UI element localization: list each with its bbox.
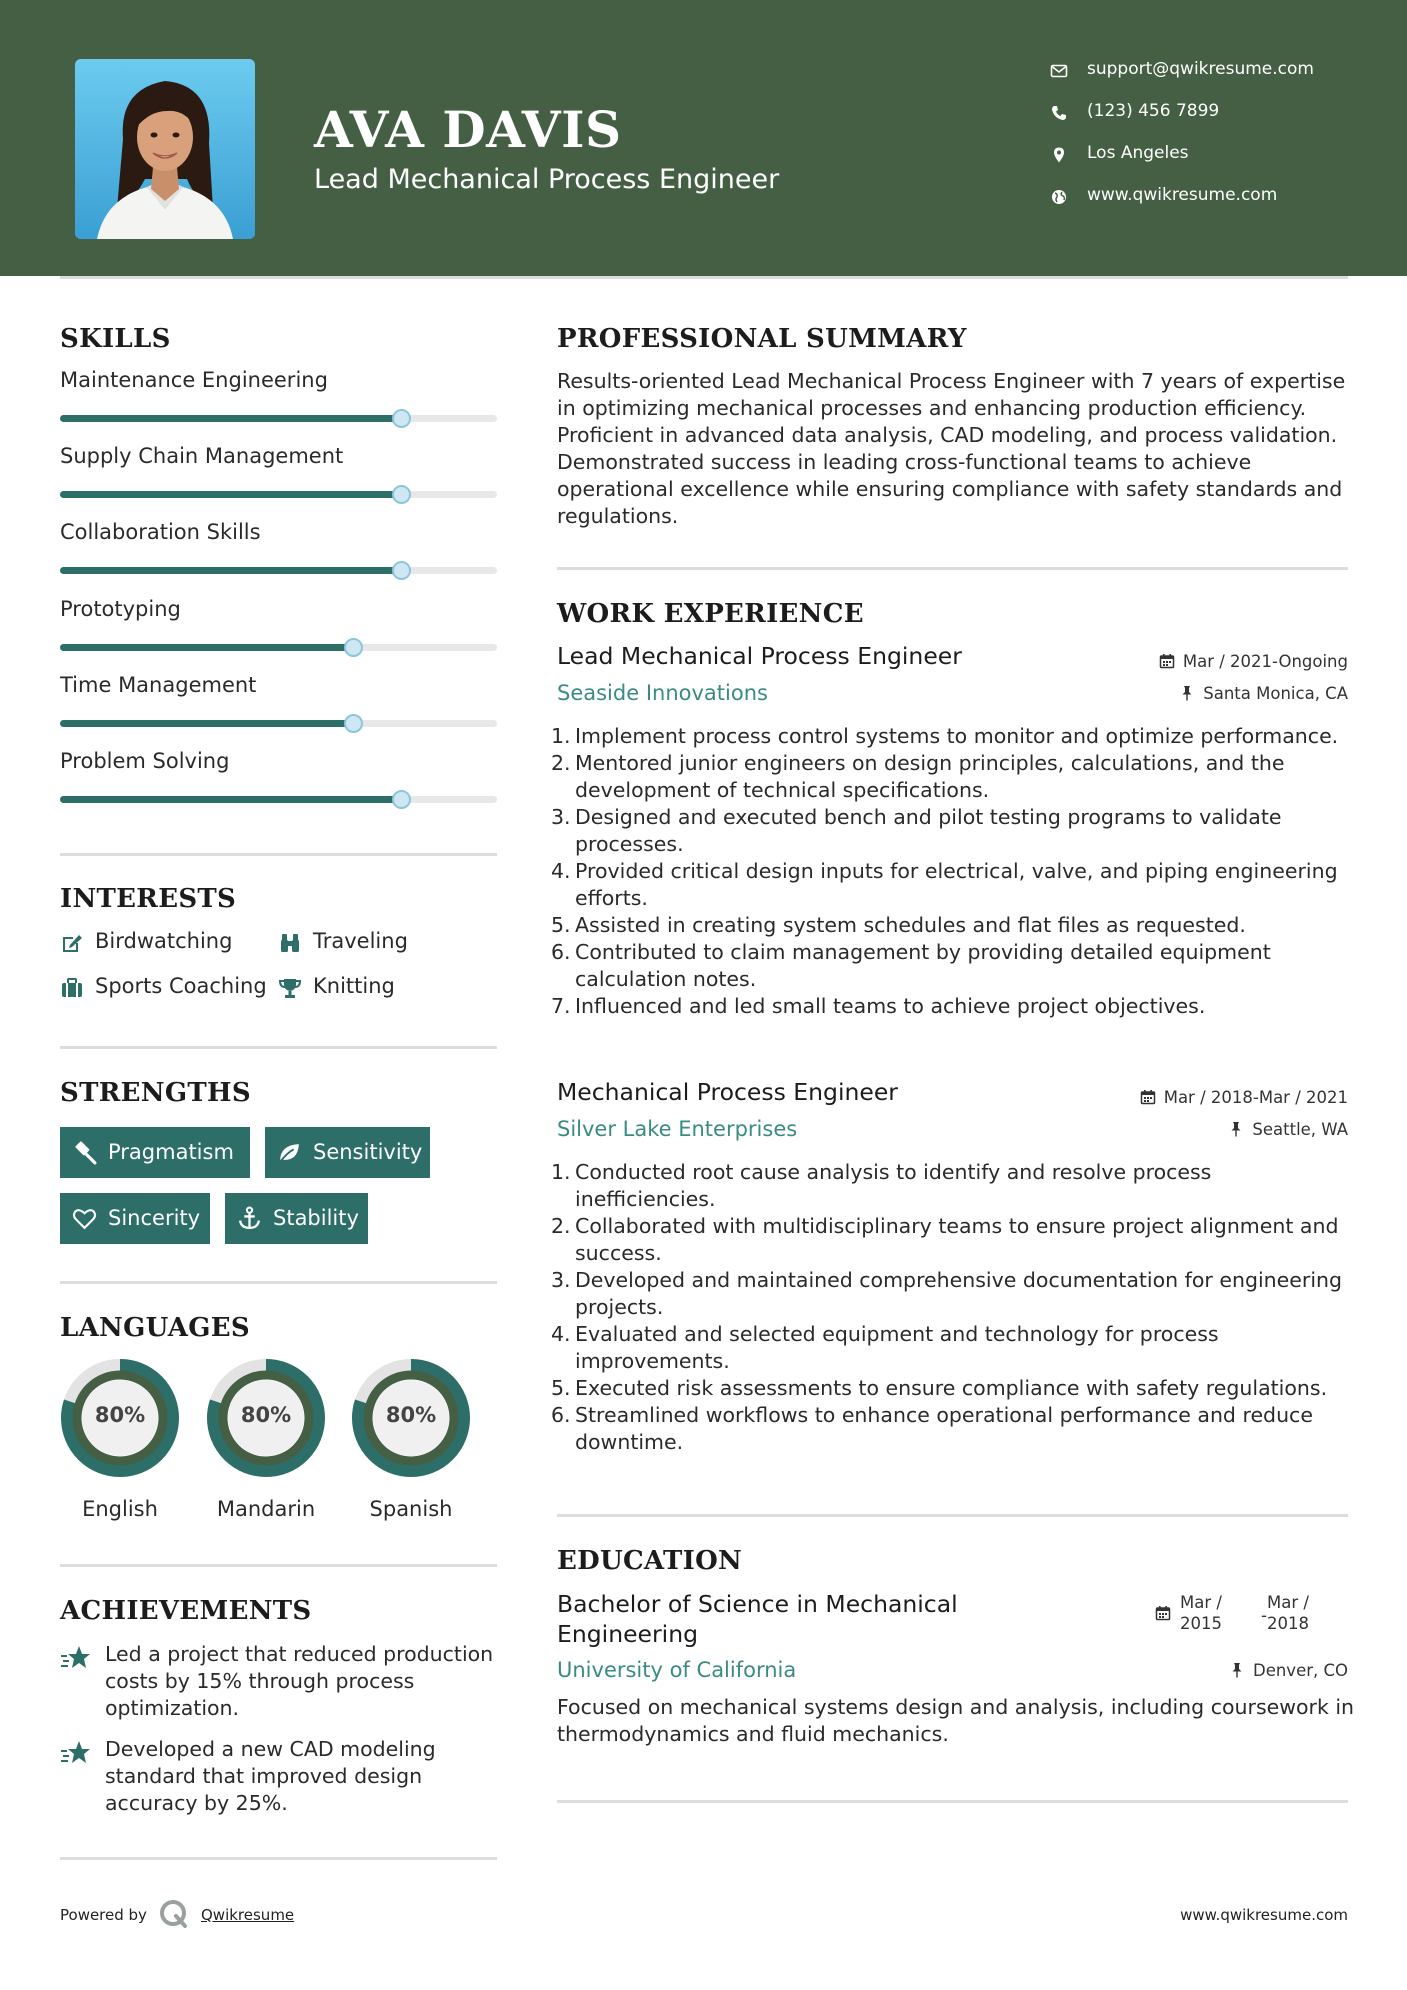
star-award-icon [60, 1739, 92, 1767]
phone-icon [1050, 104, 1068, 122]
interests-heading: INTERESTS [60, 884, 237, 914]
skill-item [60, 673, 497, 743]
map-pin-icon [1050, 146, 1068, 164]
skill-fill [60, 415, 401, 422]
job-location-text: Santa Monica, CA [1203, 684, 1348, 703]
section-divider [60, 1857, 497, 1860]
edu-end-year: 2018 [1267, 1614, 1309, 1633]
job-bullet: Collaborated with multidisciplinary teams to ensure project alignment and success. [575, 1214, 1339, 1265]
skill-track [60, 491, 497, 498]
achievement-text: Developed a new CAD modeling standard that improved design accuracy by 25%. [105, 1737, 436, 1815]
strength-label: Stability [273, 1206, 359, 1230]
skill-name: Supply Chain Management [60, 444, 344, 468]
skill-name: Maintenance Engineering [60, 368, 328, 392]
job-bullet: Mentored junior engineers on design principles, calculations, and the development of technical specifications. [575, 751, 1285, 802]
education-dates [1155, 1593, 1315, 1637]
strength-badge [60, 1193, 210, 1244]
education-description: Focused on mechanical systems design and analysis, including coursework in thermodynamics and fluid mechanics. [557, 1695, 1355, 1746]
portrait-illustration [75, 59, 255, 239]
job-bullet: Evaluated and selected equipment and technology for process improvements. [575, 1322, 1219, 1373]
achievements-heading: ACHIEVEMENTS [60, 1596, 312, 1626]
section-divider [557, 1800, 1348, 1803]
company-name: Silver Lake Enterprises [557, 1117, 798, 1141]
trophy-icon [278, 976, 302, 1000]
edu-date-separator: - [1261, 1606, 1267, 1625]
language-name: Spanish [369, 1497, 453, 1521]
job-bullet: Assisted in creating system schedules and flat files as requested. [575, 913, 1246, 937]
skills-heading: SKILLS [60, 324, 171, 354]
company-name: Seaside Innovations [557, 681, 768, 705]
job-bullet: Executed risk assessments to ensure compliance with safety regulations. [575, 1376, 1328, 1400]
degree-line-1: Bachelor of Science in Mechanical [557, 1590, 958, 1618]
pushpin-icon [1179, 685, 1195, 701]
globe-icon [1050, 188, 1068, 206]
achievement-text: Led a project that reduced production costs by 15% through process optimization. [105, 1642, 494, 1720]
profile-photo [75, 59, 255, 239]
strength-label: Pragmatism [108, 1140, 234, 1164]
contact-location-text: Los Angeles [1087, 143, 1189, 163]
resume-header [0, 0, 1407, 276]
strength-badge [60, 1127, 250, 1178]
edu-end-month: Mar / [1267, 1593, 1309, 1612]
edu-start-month: Mar / [1180, 1593, 1222, 1612]
degree-line-2: Engineering [557, 1620, 698, 1648]
skill-name: Collaboration Skills [60, 520, 261, 544]
leaf-icon [277, 1140, 302, 1165]
interest-label: Sports Coaching [95, 974, 267, 998]
skill-item [60, 444, 497, 514]
language-percent: 80% [240, 1403, 292, 1427]
job-bullet: Influenced and led small teams to achieve project objectives. [575, 994, 1206, 1018]
interest-label: Traveling [313, 929, 408, 953]
job-location-text: Seattle, WA [1252, 1120, 1348, 1139]
calendar-icon [1155, 1605, 1171, 1621]
skill-item [60, 597, 497, 667]
section-divider [60, 853, 497, 856]
strengths-heading: STRENGTHS [60, 1078, 251, 1108]
skill-track [60, 796, 497, 803]
skill-item [60, 520, 497, 590]
star-award-icon [60, 1644, 92, 1672]
job-bullet: Provided critical design inputs for electrical, valve, and piping engineering efforts. [575, 859, 1338, 910]
edu-start-year: 2015 [1180, 1614, 1222, 1633]
skill-track [60, 720, 497, 727]
skill-name: Time Management [60, 673, 257, 697]
school-name: University of California [557, 1658, 797, 1682]
strength-badge [265, 1127, 430, 1178]
job-location [1179, 684, 1348, 706]
language-percent: 80% [385, 1403, 437, 1427]
education-heading: EDUCATION [557, 1546, 743, 1576]
section-divider [60, 1046, 497, 1049]
skill-fill [60, 796, 401, 803]
binoculars-icon [278, 931, 302, 955]
pushpin-icon [1228, 1121, 1244, 1137]
skill-track [60, 415, 497, 422]
strength-label: Sensitivity [313, 1140, 423, 1164]
job-location [1228, 1120, 1348, 1142]
contact-email-text: support@qwikresume.com [1087, 59, 1314, 79]
language-percent: 80% [94, 1403, 146, 1427]
language-name: Mandarin [216, 1497, 316, 1521]
job-dates-text: Mar / 2018-Mar / 2021 [1163, 1088, 1348, 1107]
job-dates [1140, 1088, 1348, 1110]
skill-track [60, 567, 497, 574]
job-bullet: Streamlined workflows to enhance operational performance and reduce downtime. [575, 1403, 1313, 1454]
powered-by-text: Powered by [60, 1906, 147, 1924]
contact-phone-text: (123) 456 7899 [1087, 101, 1220, 121]
education-location [1229, 1661, 1348, 1683]
footer-website[interactable]: www.qwikresume.com [1180, 1906, 1348, 1924]
candidate-name: AVA DAVIS [314, 100, 622, 159]
job-title: Lead Mechanical Process Engineer [557, 642, 962, 670]
pencil-square-icon [60, 931, 84, 955]
skill-knob [392, 409, 411, 428]
summary-heading: PROFESSIONAL SUMMARY [557, 324, 967, 354]
strength-label: Sincerity [108, 1206, 201, 1230]
qwikresume-logo-icon [158, 1898, 190, 1930]
skill-fill [60, 491, 401, 498]
job-bullet: Contributed to claim management by providing detailed equipment calculation notes. [575, 940, 1271, 991]
skill-knob [392, 485, 411, 504]
experience-heading: WORK EXPERIENCE [557, 599, 864, 629]
heart-icon [72, 1206, 97, 1231]
strength-badge [225, 1193, 368, 1244]
skill-name: Prototyping [60, 597, 181, 621]
job-dates [1159, 652, 1348, 674]
skill-knob [392, 561, 411, 580]
pushpin-icon [1229, 1662, 1245, 1678]
job-bullets [575, 1159, 1355, 1456]
calendar-icon [1140, 1089, 1156, 1105]
interest-label: Birdwatching [95, 929, 233, 953]
skill-fill [60, 720, 353, 727]
section-divider [557, 1514, 1348, 1517]
skill-fill [60, 644, 353, 651]
job-title: Mechanical Process Engineer [557, 1078, 898, 1106]
job-bullet: Conducted root cause analysis to identify and resolve process inefficiencies. [575, 1160, 1212, 1211]
job-bullet: Developed and maintained comprehensive documentation for engineering projects. [575, 1268, 1343, 1319]
anchor-icon [237, 1206, 262, 1231]
candidate-title: Lead Mechanical Process Engineer [314, 164, 780, 195]
skill-item [60, 749, 497, 819]
job-bullet: Designed and executed bench and pilot testing programs to validate processes. [575, 805, 1282, 856]
section-divider [60, 1281, 497, 1284]
skill-knob [392, 790, 411, 809]
languages-heading: LANGUAGES [60, 1313, 250, 1343]
skill-fill [60, 567, 401, 574]
interest-label: Knitting [313, 974, 395, 998]
skill-knob [344, 638, 363, 657]
language-name: English [82, 1497, 158, 1521]
job-bullet: Implement process control systems to monitor and optimize performance. [575, 724, 1339, 748]
calendar-icon [1159, 653, 1175, 669]
section-divider [60, 1564, 497, 1567]
envelope-icon [1050, 62, 1068, 80]
skill-knob [344, 714, 363, 733]
education-location-text: Denver, CO [1252, 1661, 1348, 1680]
qwikresume-link[interactable]: Qwikresume [201, 1906, 295, 1924]
summary-text: Results-oriented Lead Mechanical Process Engineer with 7 years of expertise in optimizing mechanical processes and enhancing production efficiency. Proficient in advanced data analysis, CAD modeling, and process validation. Demonstrated success in leading cross-functional teams to achieve operational excellence while ensuring compliance with safety standards and regulations. [557, 369, 1346, 528]
header-divider [60, 276, 1348, 279]
contact-website-text: www.qwikresume.com [1087, 185, 1278, 205]
briefcase-icon [60, 976, 84, 1000]
job-dates-text: Mar / 2021-Ongoing [1182, 652, 1348, 671]
skill-track [60, 644, 497, 651]
skill-item [60, 368, 497, 438]
job-bullets [575, 723, 1355, 1020]
section-divider [557, 567, 1348, 570]
gavel-icon [72, 1140, 97, 1165]
skill-name: Problem Solving [60, 749, 230, 773]
